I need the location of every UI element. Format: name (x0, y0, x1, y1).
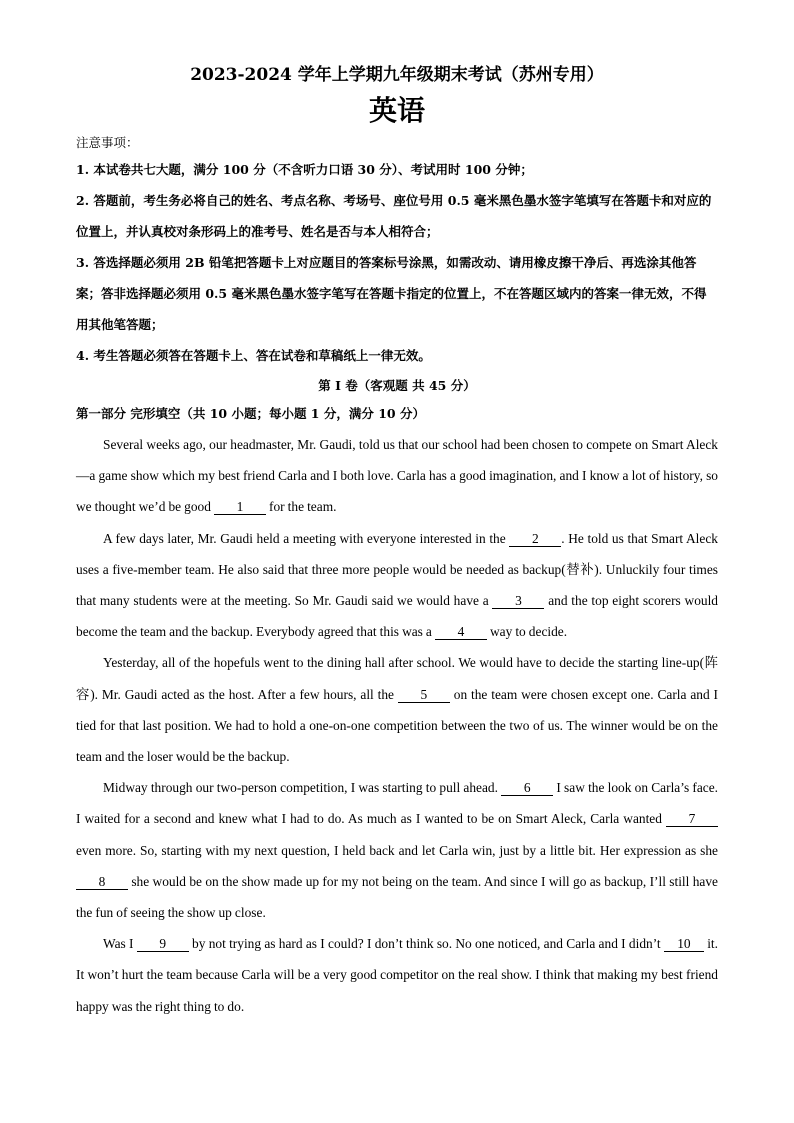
passage-text: it. It won’t hurt the team because Carla will be a very good competitor on the real show. I think that making my best friend happy was the right thing to do. (76, 936, 719, 1014)
blank-10: 10 (664, 936, 704, 952)
passage-text: Midway through our two-person competition, I was starting to pull ahead. (103, 780, 502, 796)
passage-text: . He told us that Smart Aleck uses a five-member team. He also said that three more people would be needed as backup(替补). Unluckily four times that many students were at the meeting. So Mr. Gaudi said we would have a (76, 530, 718, 609)
exam-title: 2023-2024 学年上学期九年级期末考试（苏州专用） (190, 65, 604, 85)
blank-4: 4 (435, 624, 487, 640)
cloze-passage (76, 429, 718, 1022)
part-title: 第一部分 完形填空（共 10 小题；每小题 1 分，满分 10 分） (76, 406, 425, 421)
passage-paragraph (76, 523, 718, 648)
subject-title: 英语 (368, 94, 425, 127)
passage-paragraph (76, 928, 718, 1022)
blank-2: 2 (509, 531, 561, 547)
blank-5: 5 (398, 687, 450, 703)
section-title: 第 I 卷（客观题 共 45 分） (318, 378, 476, 393)
passage-text: A few days later, Mr. Gaudi held a meeting with everyone interested in the (103, 530, 510, 546)
passage-paragraph (76, 647, 718, 772)
exam-page (76, 62, 718, 1022)
passage-text: by not trying as hard as I could? I don’t think so. No one noticed, and Carla and I didn’t (188, 936, 664, 952)
passage-text: I saw the look on Carla’s face. I waited for a second and knew what I had to do. As much as I wanted to be on Smart Aleck, Carla wanted (76, 780, 719, 827)
passage-paragraph (76, 772, 718, 928)
passage-text: she would be on the show made up for my not being on the team. And since I will go as backup, I’ll still have the fun of seeing the show up close. (76, 873, 718, 921)
blank-9: 9 (137, 936, 189, 952)
passage-paragraph (76, 429, 718, 523)
blank-7: 7 (666, 811, 718, 827)
notice-section (76, 132, 718, 371)
blank-3: 3 (492, 593, 544, 609)
notice-item: 3. 答选择题必须用 2B 铅笔把答题卡上对应题目的答案标号涂黑，如需改动、请用橡皮擦干净后、再选涂其他答案；答非选择题必须用 0.5 毫米黑色墨水签字笔写在答题卡指定的位置上，不在答题区域内的答案一律无效，不得用其他笔答题； (76, 255, 707, 332)
blank-8: 8 (76, 874, 128, 890)
blank-6: 6 (501, 780, 553, 796)
passage-text: for the team. (265, 499, 337, 515)
passage-text: Was I (103, 936, 137, 952)
passage-text: and the top eight scorers would become the team and the backup. Everybody agreed that this was a (76, 593, 719, 640)
notice-item: 2. 答题前，考生务必将自己的姓名、考点名称、考场号、座位号用 0.5 毫米黑色墨水签字笔填写在答题卡和对应的位置上，并认真校对条形码上的准考号、姓名是否与本人相符合； (76, 193, 712, 239)
passage-text: Several weeks ago, our headmaster, Mr. Gaudi, told us that our school had been chosen to compete on Smart Aleck—a game show which my best friend Carla and I both love. Carla has a good imagination, and I know a lot of history, so we thought we’d be good (76, 437, 718, 515)
passage-text: way to decide. (486, 624, 568, 640)
notice-item: 1. 本试卷共七大题，满分 100 分（不含听力口语 30 分）、考试用时 100 分钟； (76, 162, 533, 177)
notice-item: 4. 考生答题必须答在答题卡上、答在试卷和草稿纸上一律无效。 (76, 348, 431, 363)
notice-heading: 注意事项： (76, 135, 139, 150)
passage-text: Yesterday, all of the hopefuls went to the dining hall after school. We would have to decide the starting line-up(阵容). Mr. Gaudi acted as the host. After a few hours, all the (76, 655, 718, 702)
passage-text: even more. So, starting with my next question, I held back and let Carla win, just by a little bit. Her expression as she (76, 842, 718, 858)
passage-text: on the team were chosen except one. Carla and I tied for that last position. We had to hold a one-on-one competition between the two of us. The winner would be on the team and the loser would be the backup. (76, 686, 718, 765)
blank-1: 1 (214, 499, 266, 515)
